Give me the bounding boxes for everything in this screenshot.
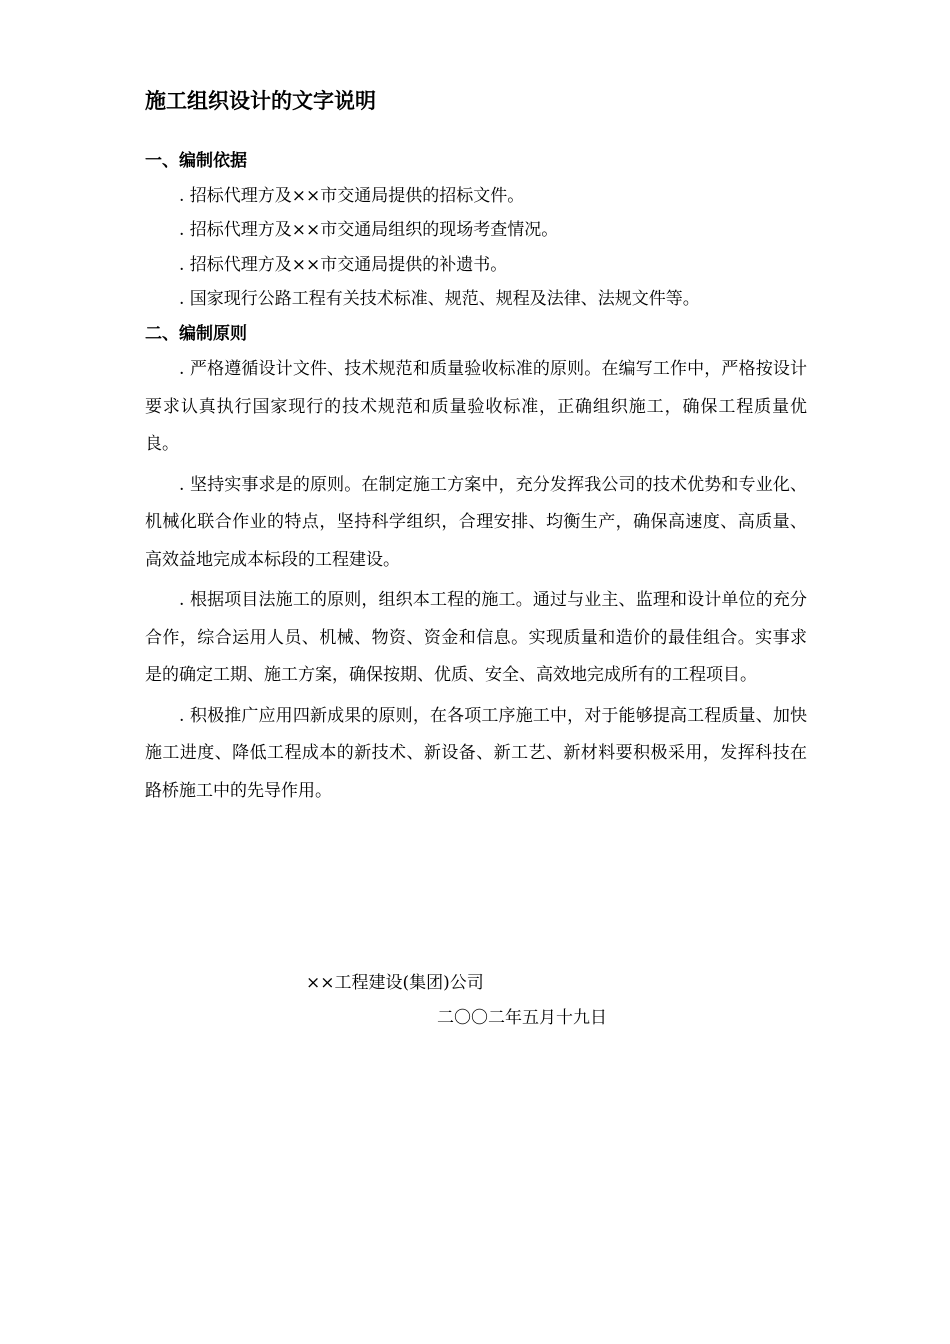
document-body bbox=[145, 144, 807, 813]
principle-paragraph: . 严格遵循设计文件、技术规范和质量验收标准的原则。在编写工作中，严格按设计要求认真执行国家现行的技术规范和质量验收标准，正确组织施工，确保工程质量优良。 bbox=[145, 359, 807, 454]
signature-company: ××工程建设(集团)公司 bbox=[306, 973, 484, 993]
section-heading-basis: 一、编制依据 bbox=[145, 151, 247, 171]
principle-paragraph: . 积极推广应用四新成果的原则，在各项工序施工中，对于能够提高工程质量、加快施工进度、降低工程成本的新技术、新设备、新工艺、新材料要积极采用，发挥科技在路桥施工中的先导作用。 bbox=[145, 705, 807, 801]
basis-item: . 招标代理方及××市交通局提供的招标文件。 bbox=[179, 185, 525, 206]
principle-paragraph: . 坚持实事求是的原则。在制定施工方案中，充分发挥我公司的技术优势和专业化、机械化联合作业的特点，坚持科学组织，合理安排、均衡生产，确保高速度、高质量、高效益地完成本标段的工程建设。 bbox=[145, 474, 807, 570]
basis-item: . 招标代理方及××市交通局组织的现场考查情况。 bbox=[179, 220, 559, 240]
principle-paragraph: . 根据项目法施工的原则，组织本工程的施工。通过与业主、监理和设计单位的充分合作，综合运用人员、机械、物资、资金和信息。实现质量和造价的最佳组合。实事求是的确定工期、施工方案，确保按期、优质、安全、高效地完成所有的工程项目。 bbox=[145, 590, 807, 685]
section-heading-principles: 二、编制原则 bbox=[145, 323, 247, 344]
basis-item: . 招标代理方及××市交通局提供的补遗书。 bbox=[179, 254, 508, 275]
document-title: 施工组织设计的文字说明 bbox=[145, 89, 376, 113]
signature-date: 二〇〇二年五月十九日 bbox=[437, 1008, 607, 1028]
basis-item: . 国家现行公路工程有关技术标准、规范、规程及法律、法规文件等。 bbox=[179, 289, 700, 309]
